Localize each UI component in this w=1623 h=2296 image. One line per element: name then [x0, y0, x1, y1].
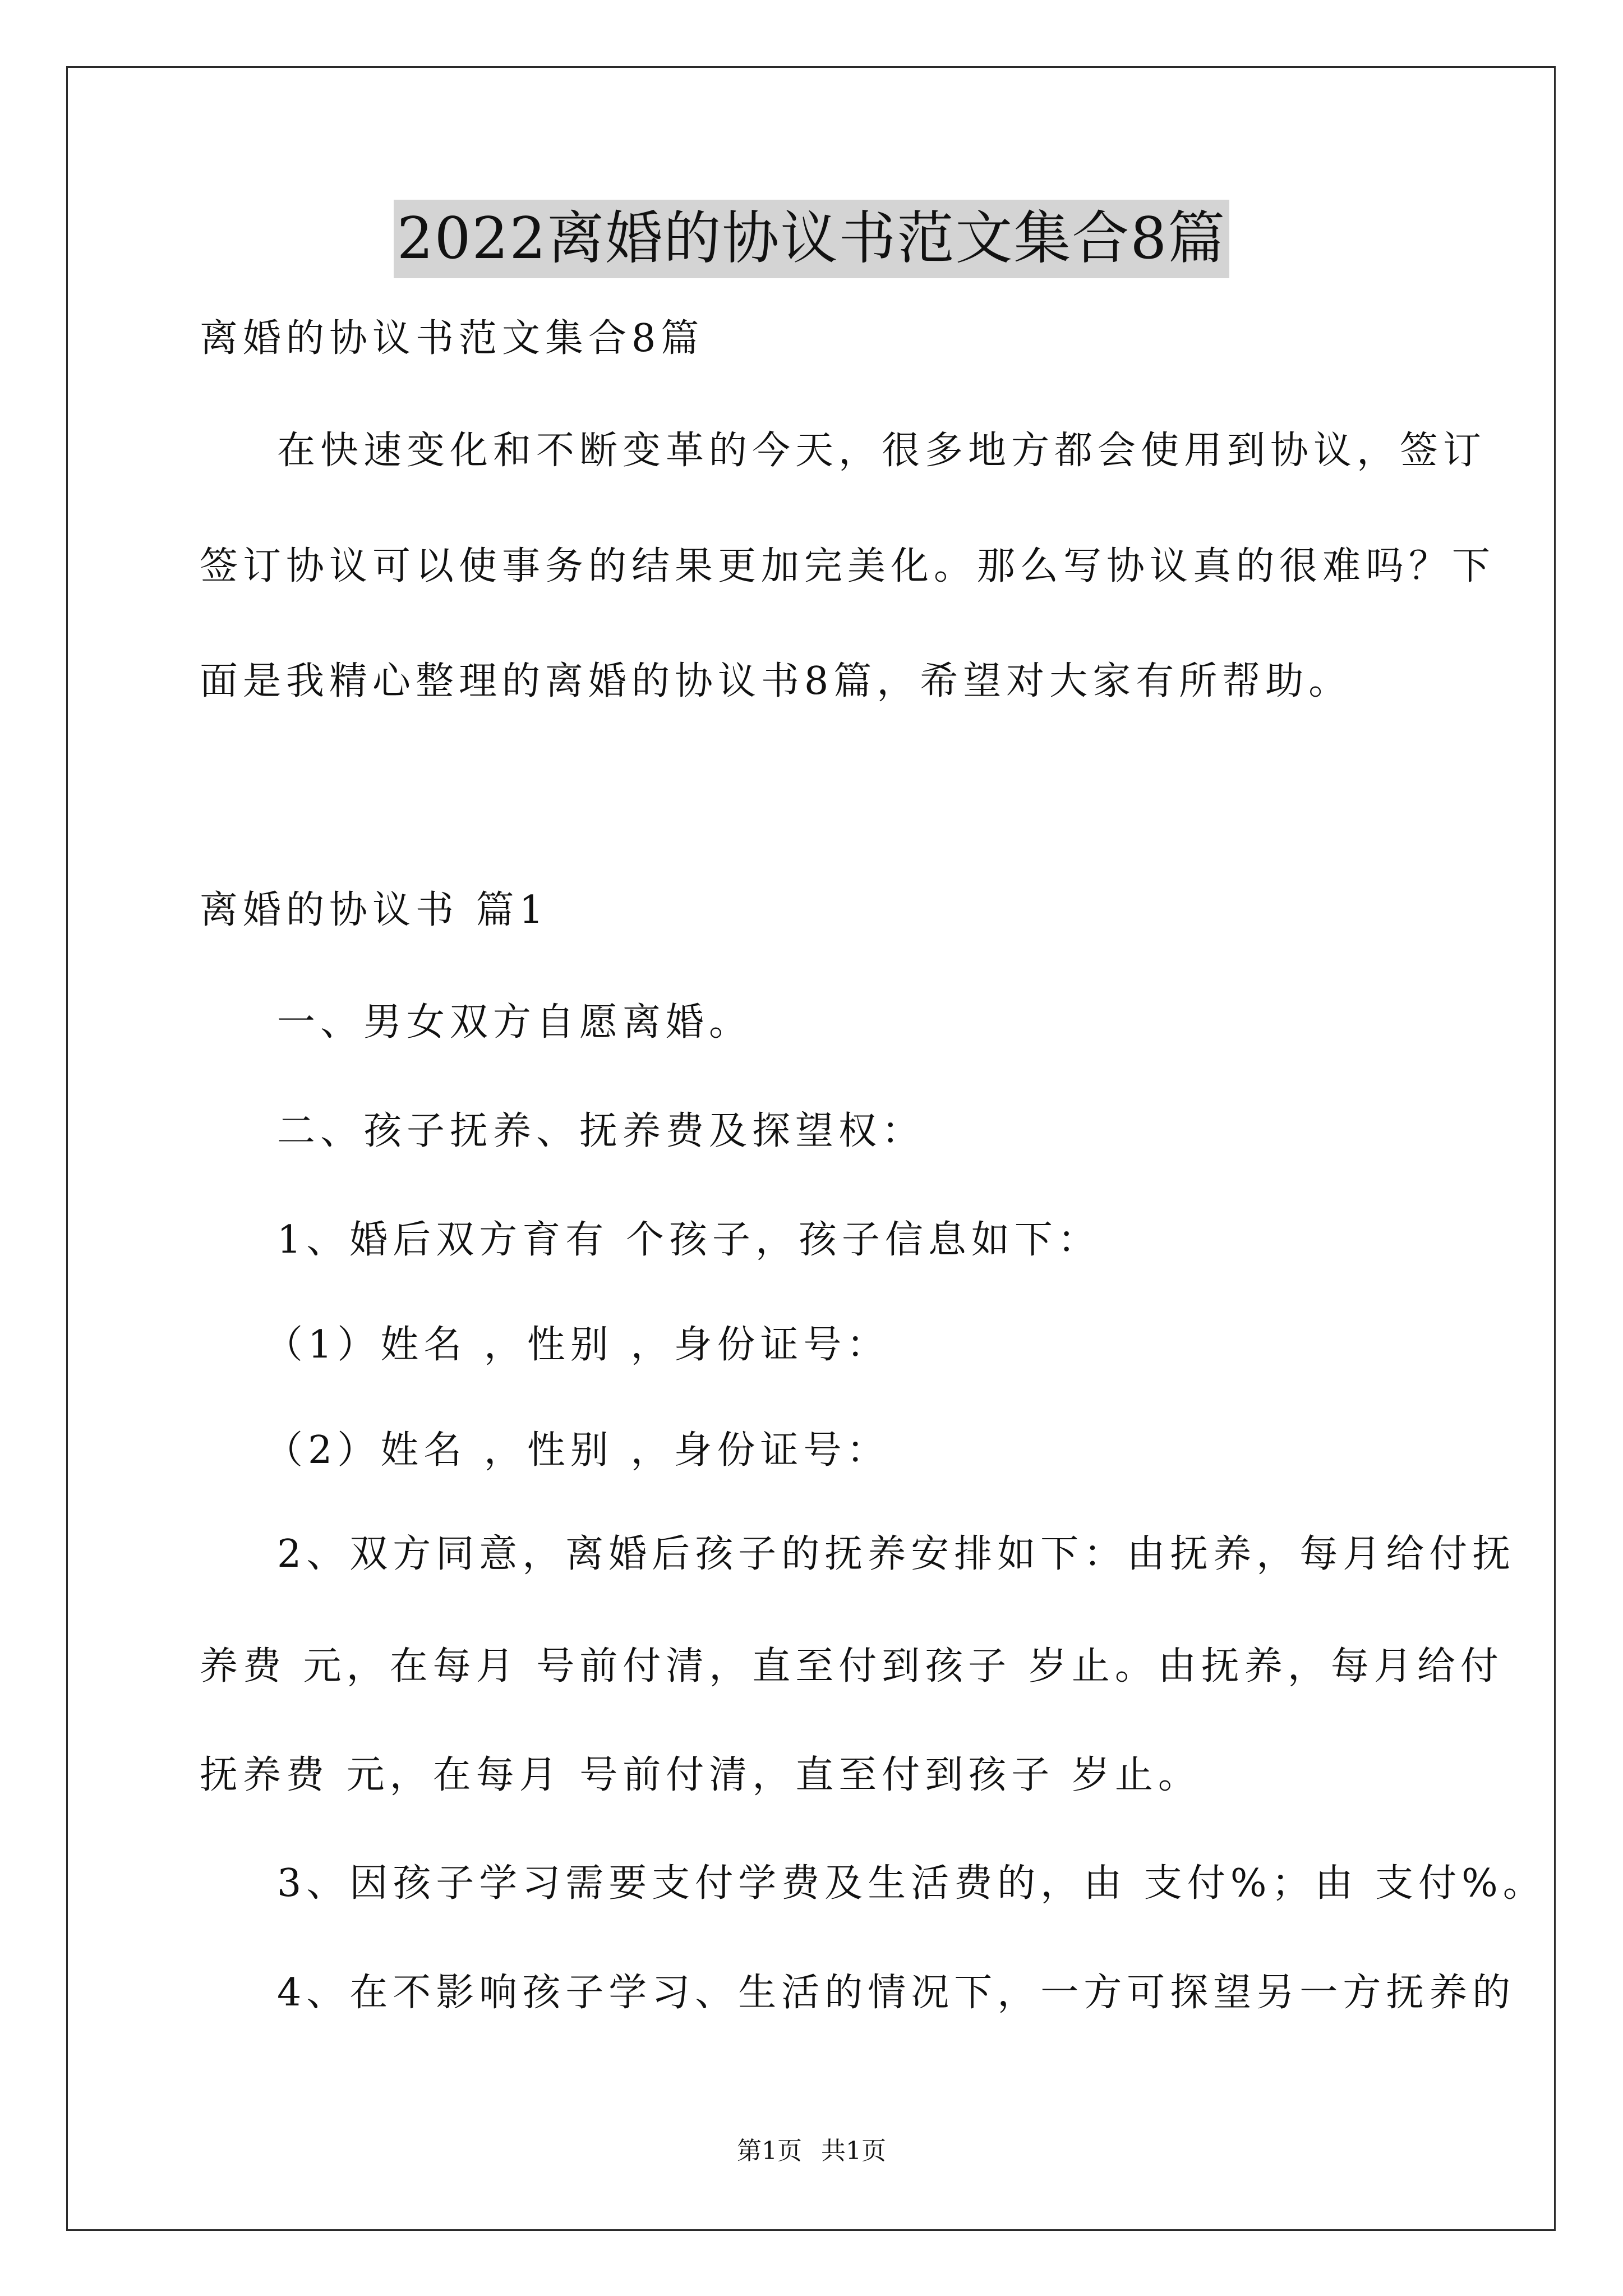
clause-line-4: （1）姓名 ，性别 ，身份证号：: [265, 1323, 890, 1367]
clause-line-1: 一、男女双方自愿离婚。: [277, 1000, 753, 1045]
clause-line-9: 3、因孩子学习需要支付学费及生活费的，由 支付%；由 支付%。: [277, 1861, 1546, 1906]
section-heading: 离婚的协议书 篇1: [200, 888, 548, 932]
intro-line-2: 签订协议可以使事务的结果更加完美化。那么写协议真的很难吗？下: [200, 544, 1496, 588]
page-footer: [0, 2134, 1623, 2168]
page-number-current: 第1页: [737, 2137, 802, 2165]
clause-line-2: 二、孩子抚养、抚养费及探望权：: [277, 1109, 925, 1153]
clause-line-5: （2）姓名 ，性别 ，身份证号：: [265, 1428, 890, 1473]
clause-line-6: 2、双方同意，离婚后孩子的抚养安排如下：由抚养，每月给付抚: [277, 1532, 1516, 1576]
clause-line-3: 1、婚后双方育有 个孩子，孩子信息如下：: [277, 1218, 1101, 1262]
clause-line-10: 4、在不影响孩子学习、生活的情况下，一方可探望另一方抚养的: [277, 1971, 1516, 2015]
clause-line-7: 养费 元，在每月 号前付清，直至付到孩子 岁止。由抚养，每月给付: [200, 1644, 1504, 1688]
page-title: 2022离婚的协议书范文集合8篇: [394, 200, 1229, 278]
title-container: [0, 200, 1623, 278]
intro-line-1: 在快速变化和不断变革的今天，很多地方都会使用到协议，签订: [277, 429, 1487, 473]
document-subtitle: 离婚的协议书范文集合8篇: [200, 316, 704, 361]
intro-line-3: 面是我精心整理的离婚的协议书8篇，希望对大家有所帮助。: [200, 659, 1352, 703]
page-number-total: 共1页: [821, 2137, 886, 2165]
clause-line-8: 抚养费 元，在每月 号前付清，直至付到孩子 岁止。: [200, 1753, 1201, 1797]
